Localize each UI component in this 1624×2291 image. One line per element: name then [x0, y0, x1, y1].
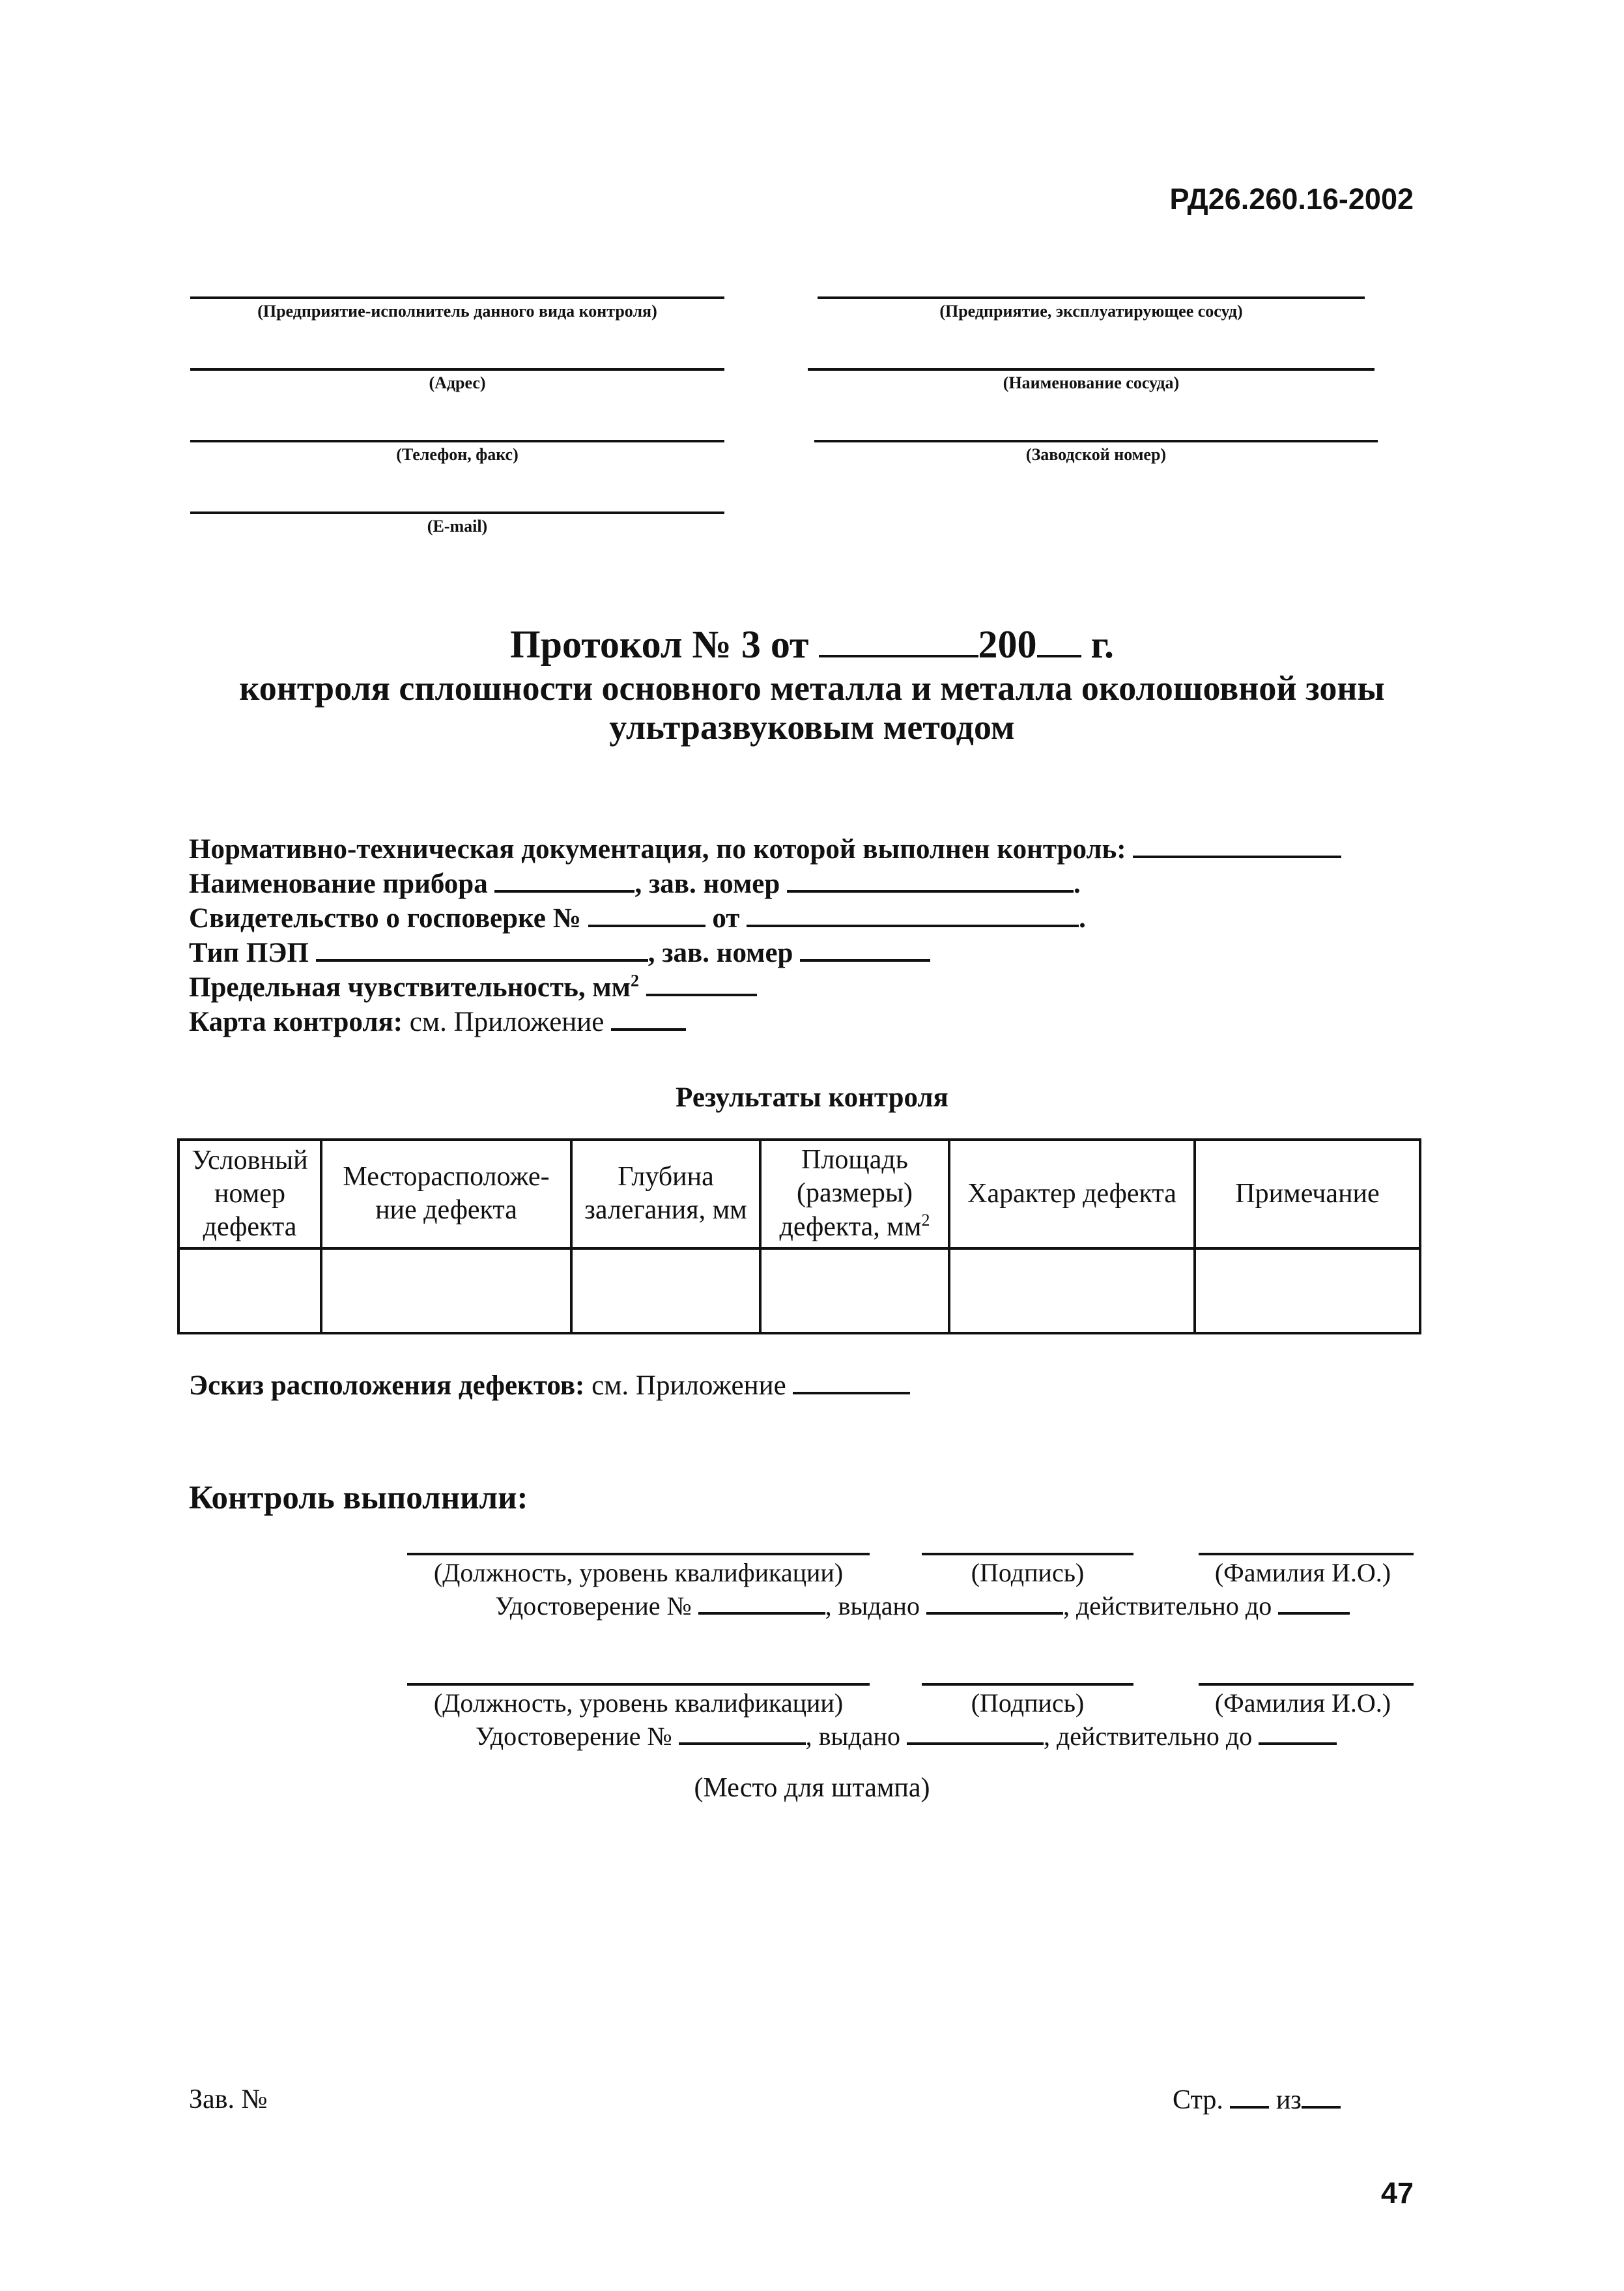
cert-number-blank[interactable]: [679, 1720, 806, 1745]
position-line[interactable]: [407, 1553, 870, 1555]
issued-blank[interactable]: [926, 1590, 1063, 1615]
results-title: Результаты контроля: [676, 1082, 948, 1113]
pep-type-field: Тип ПЭП , зав. номер: [189, 934, 930, 969]
name-caption: (Фамилия И.О.): [1214, 1688, 1391, 1718]
operator-field-line[interactable]: [818, 296, 1365, 299]
table-header-row: [178, 1140, 1420, 1248]
certificate-field: Свидетельство о госповерке № от .: [189, 900, 1086, 934]
email-field-line[interactable]: [190, 512, 724, 514]
ntd-field: Нормативно-техническая документация, по которой выполнен контроль:: [189, 831, 1341, 865]
col-defect-nature: Характер дефекта: [949, 1140, 1195, 1248]
year-blank[interactable]: [1037, 630, 1081, 657]
factory-number-field-line[interactable]: [814, 440, 1378, 442]
signature-caption: (Подпись): [971, 1558, 1085, 1587]
control-title: Контроль выполнили:: [189, 1480, 528, 1516]
certificate-line: Удостоверение № , выдано , действительно до: [495, 1590, 1350, 1621]
name-caption: (Фамилия И.О.): [1214, 1558, 1391, 1587]
sensitivity-field: Предельная чувствительность, $мм^2$: [189, 969, 757, 1003]
page-blank[interactable]: [1230, 2084, 1269, 2109]
col-note: Примечание: [1195, 1140, 1420, 1248]
table-cell[interactable]: [949, 1248, 1195, 1333]
table-row: [178, 1248, 1420, 1333]
table-cell[interactable]: [1195, 1248, 1420, 1333]
org-field-line[interactable]: [190, 296, 724, 299]
sketch-blank[interactable]: [793, 1367, 910, 1394]
certificate-blank[interactable]: [588, 900, 705, 927]
signature-line[interactable]: [922, 1683, 1133, 1686]
serial-blank[interactable]: [787, 865, 1074, 893]
certificate-line: Удостоверение № , выдано , действительно до: [476, 1720, 1337, 1751]
col-area: Площадь (размеры) дефекта, $мм^2$: [760, 1140, 949, 1248]
position-caption: (Должность, уровень квалификации): [433, 1558, 844, 1587]
document-number: РД26.260.16-2002: [1169, 182, 1414, 216]
footer-serial: Зав. №: [189, 2084, 268, 2114]
control-map-field: Карта контроля: см. Приложение: [189, 1003, 686, 1038]
footer-page: Стр. из: [1173, 2084, 1341, 2116]
sensitivity-blank[interactable]: [646, 969, 757, 996]
signature-line[interactable]: [922, 1553, 1133, 1555]
issued-blank[interactable]: [907, 1720, 1044, 1745]
email-field-caption: (E-mail): [427, 517, 488, 536]
valid-blank[interactable]: [1259, 1720, 1337, 1745]
cert-number-blank[interactable]: [698, 1590, 825, 1615]
map-blank[interactable]: [611, 1003, 686, 1031]
org-field-caption: (Предприятие-исполнитель данного вида контроля): [257, 302, 657, 321]
valid-blank[interactable]: [1278, 1590, 1350, 1615]
col-depth: Глубина залегания, мм: [571, 1140, 760, 1248]
protocol-subtitle: контроля сплошности основного металла и металла околошовной зоны: [239, 669, 1385, 708]
phone-field-line[interactable]: [190, 440, 724, 442]
ntd-blank[interactable]: [1133, 831, 1341, 858]
page-number: 47: [1380, 2176, 1414, 2210]
device-blank[interactable]: [494, 865, 634, 893]
signature-caption: (Подпись): [971, 1688, 1085, 1718]
address-field-line[interactable]: [190, 368, 724, 371]
position-caption: (Должность, уровень квалификации): [433, 1688, 844, 1718]
col-defect-number: Условный номер дефекта: [178, 1140, 321, 1248]
address-field-caption: (Адрес): [429, 373, 486, 392]
protocol-method: ультразвуковым методом: [609, 708, 1015, 747]
vessel-name-field-line[interactable]: [808, 368, 1375, 371]
device-field: Наименование прибора , зав. номер .: [189, 865, 1081, 900]
operator-field-caption: (Предприятие, эксплуатирующее сосуд): [939, 302, 1243, 321]
pep-serial-blank[interactable]: [800, 934, 930, 962]
name-line[interactable]: [1199, 1683, 1414, 1686]
date-blank[interactable]: [819, 630, 978, 657]
certificate-date-blank[interactable]: [747, 900, 1079, 927]
table-cell[interactable]: [321, 1248, 571, 1333]
pep-type-blank[interactable]: [316, 934, 648, 962]
col-defect-location: Месторасположе-ние дефекта: [321, 1140, 571, 1248]
sketch-field: Эскиз расположения дефектов: см. Приложение: [189, 1367, 910, 1402]
results-table: [177, 1138, 1421, 1334]
table-cell[interactable]: [571, 1248, 760, 1333]
pages-total-blank[interactable]: [1302, 2084, 1341, 2109]
table-cell[interactable]: [760, 1248, 949, 1333]
table-cell[interactable]: [178, 1248, 321, 1333]
name-line[interactable]: [1199, 1553, 1414, 1555]
vessel-name-field-caption: (Наименование сосуда): [1003, 373, 1180, 392]
phone-field-caption: (Телефон, факс): [396, 445, 519, 464]
protocol-title: Протокол № 3 от 200 г.: [509, 623, 1115, 666]
factory-number-field-caption: (Заводской номер): [1025, 445, 1167, 464]
position-line[interactable]: [407, 1683, 870, 1686]
stamp-place: (Место для штампа): [694, 1773, 930, 1803]
